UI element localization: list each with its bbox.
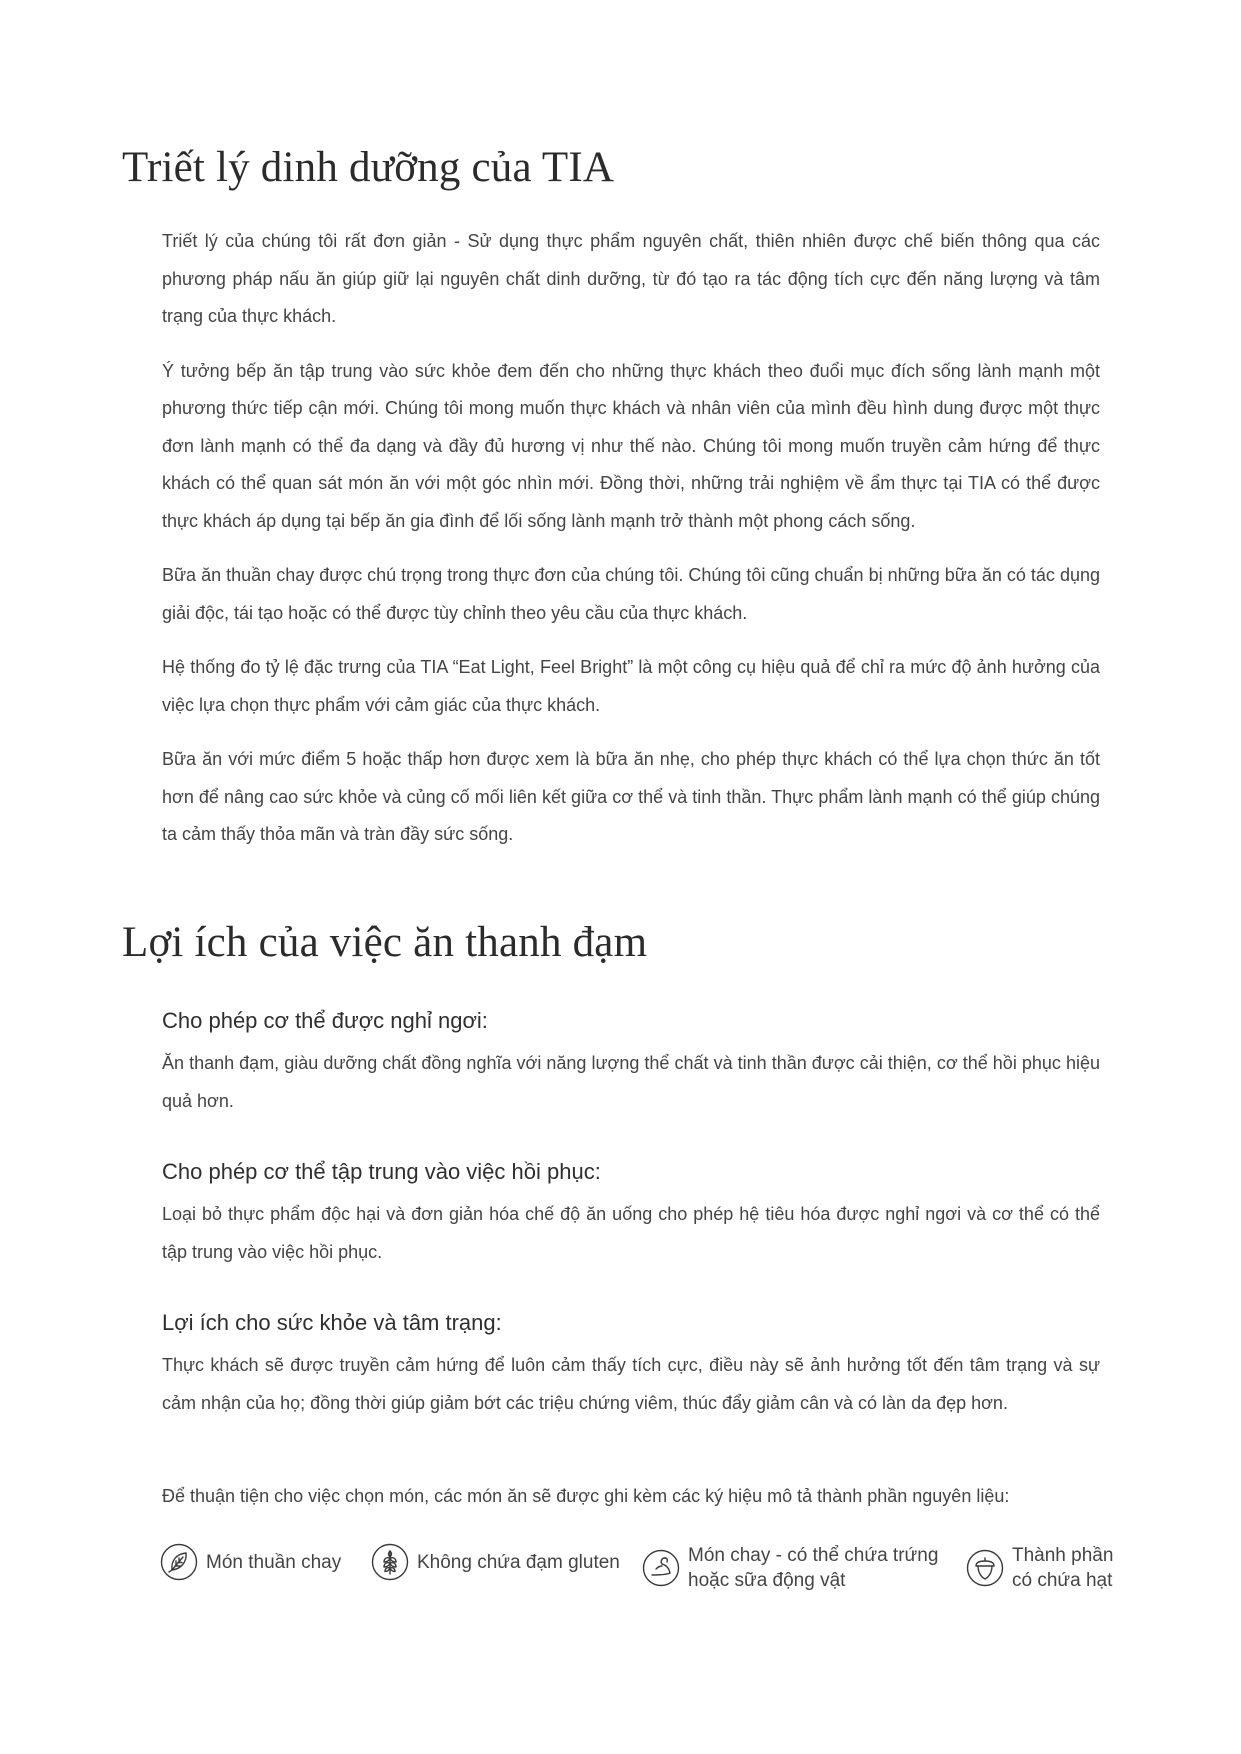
legend-item-gluten-free [371, 1543, 620, 1581]
legend-label [1012, 1543, 1113, 1593]
legend-intro-block [162, 1478, 1100, 1516]
section-title-philosophy: Triết lý dinh dưỡng của TIA [122, 144, 615, 191]
legend-item-vegetarian [642, 1543, 938, 1593]
gluten-free-wheat-icon [371, 1543, 409, 1581]
benefit-text: Thực khách sẽ được truyền cảm hứng để luôn cảm thấy tích cực, điều này sẽ ảnh hưởng tốt đến tâm trạng và sự cảm nhận của họ; đồng thời giúp giảm bớt các triệu chứng viêm, thúc đẩy giảm cân và có làn da đẹp hơn. [162, 1355, 1100, 1413]
legend-label-line: có chứa hạt [1012, 1570, 1113, 1591]
vegan-leaf-icon [160, 1543, 198, 1581]
legend-label-line: hoặc sữa động vật [688, 1570, 846, 1591]
legend-label-line: Thành phần [1012, 1545, 1114, 1566]
benefit-text: Ăn thanh đạm, giàu dưỡng chất đồng nghĩa với năng lượng thể chất và tinh thần được cải thiện, cơ thể hồi phục hiệu quả hơn. [162, 1053, 1100, 1111]
legend-item-nuts [966, 1543, 1113, 1593]
legend-label-line: Không chứa đạm gluten [417, 1551, 620, 1573]
legend-label [688, 1543, 938, 1593]
legend-label [417, 1550, 620, 1575]
benefit-block [162, 1006, 1100, 1120]
philosophy-paragraph: Hệ thống đo tỷ lệ đặc trưng của TIA “Eat Light, Feel Bright” là một công cụ hiệu quả để chỉ ra mức độ ảnh hưởng của việc lựa chọn thực phẩm với cảm giác của thực khách. [162, 657, 1100, 715]
philosophy-paragraph: Triết lý của chúng tôi rất đơn giản - Sử dụng thực phẩm nguyên chất, thiên nhiên được chế biến thông qua các phương pháp nấu ăn giúp giữ lại nguyên chất dinh dưỡng, từ đó tạo ra tác động tích cực đến năng lượng và tâm trạng của thực khách. [162, 231, 1100, 326]
legend-intro: Để thuận tiện cho việc chọn món, các món ăn sẽ được ghi kèm các ký hiệu mô tả thành phần nguyên liệu: [162, 1486, 1010, 1506]
benefit-heading: Lợi ích cho sức khỏe và tâm trạng: [162, 1310, 502, 1335]
philosophy-paragraph: Ý tưởng bếp ăn tập trung vào sức khỏe đem đến cho những thực khách theo đuổi mục đích sống lành mạnh một phương thức tiếp cận mới. Chúng tôi mong muốn thực khách và nhân viên của mình đều hình dung được một thực đơn lành mạnh có thể đa dạng và đầy đủ hương vị như thế nào. Chúng tôi mong muốn truyền cảm hứng để thực khách có thể quan sát món ăn với một góc nhìn mới. Đồng thời, những trải nghiệm về ẩm thực tại TIA có thể được thực khách áp dụng tại bếp ăn gia đình để lối sống lành mạnh trở thành một phong cách sống. [162, 360, 1100, 531]
legend-label-line: Món thuần chay [206, 1551, 342, 1573]
philosophy-paragraph: Bữa ăn thuần chay được chú trọng trong thực đơn của chúng tôi. Chúng tôi cũng chuẩn bị những bữa ăn có tác dụng giải độc, tái tạo hoặc có thể được tùy chỉnh theo yêu cầu của thực khách. [162, 565, 1100, 623]
benefit-heading: Cho phép cơ thể được nghỉ ngơi: [162, 1008, 488, 1033]
philosophy-paragraph: Bữa ăn với mức điểm 5 hoặc thấp hơn được xem là bữa ăn nhẹ, cho phép thực khách có thể lựa chọn thức ăn tốt hơn để nâng cao sức khỏe và củng cố mối liên kết giữa cơ thể và tinh thần. Thực phẩm lành mạnh có thể giúp chúng ta cảm thấy thỏa mãn và tràn đầy sức sống. [162, 749, 1100, 844]
nut-acorn-icon [966, 1549, 1004, 1587]
legend-label-line: Món chay - có thể chứa trứng [688, 1545, 939, 1566]
philosophy-body [162, 223, 1100, 854]
benefit-heading: Cho phép cơ thể tập trung vào việc hồi phục: [162, 1159, 601, 1184]
benefit-block [162, 1308, 1100, 1422]
section-title-benefits: Lợi ích của việc ăn thanh đạm [122, 919, 648, 966]
vegetarian-icon [642, 1549, 680, 1587]
benefit-block [162, 1157, 1100, 1271]
legend-item-vegan [160, 1543, 341, 1581]
legend-label [206, 1550, 341, 1575]
ingredient-legend [160, 1543, 1120, 1603]
benefit-text: Loại bỏ thực phẩm độc hại và đơn giản hóa chế độ ăn uống cho phép hệ tiêu hóa được nghỉ ngơi và cơ thể có thể tập trung vào việc hồi phục. [162, 1204, 1100, 1262]
